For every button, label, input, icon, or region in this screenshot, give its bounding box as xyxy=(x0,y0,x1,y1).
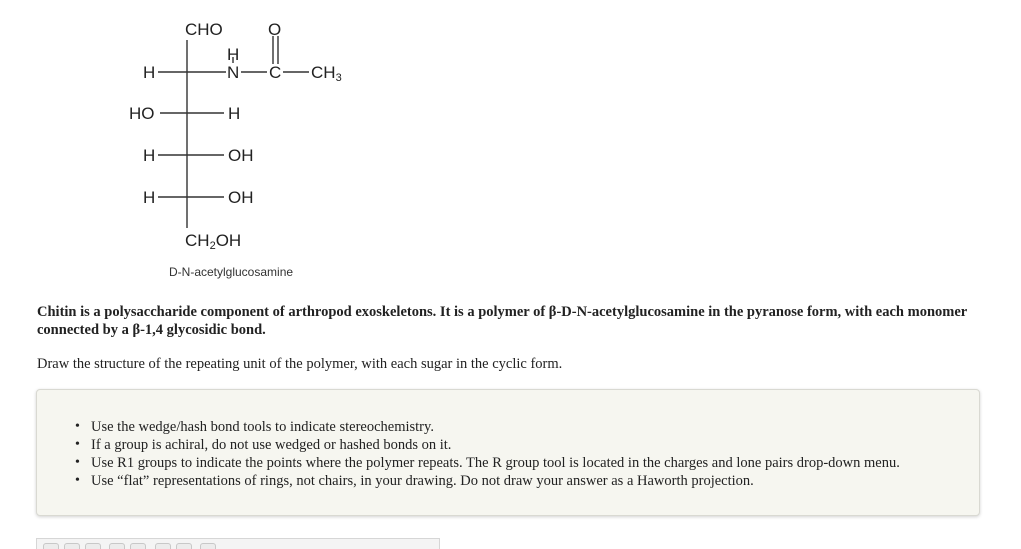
hint-item xyxy=(75,418,975,436)
toolbar-button[interactable] xyxy=(109,543,125,549)
hint-list xyxy=(75,418,975,490)
bullet-icon: • xyxy=(75,419,80,434)
question-statement: Chitin is a polysaccharide component of arthropod exoskeletons. It is a polymer of β-D-N-acetylglucosamine in the pyranose form, with each monomer connected by a β-1,4 glycosidic bond. xyxy=(37,304,967,338)
hint-item xyxy=(75,454,975,472)
c4-left-hydrogen: H xyxy=(143,146,156,165)
bullet-icon: • xyxy=(75,437,80,452)
toolbar-button[interactable] xyxy=(64,543,80,549)
toolbar-button[interactable] xyxy=(85,543,101,549)
hint-item xyxy=(75,436,975,454)
bullet-icon: • xyxy=(75,473,80,488)
toolbar-button[interactable] xyxy=(200,543,216,549)
structure-caption: D-N-acetylglucosamine xyxy=(169,265,294,279)
bottom-group-text: CH xyxy=(185,231,210,250)
hint-text: Use R1 groups to indicate the points where the polymer repeats. The R group tool is located in the charges and lone pairs drop-down menu. xyxy=(91,455,900,471)
hint-box xyxy=(36,389,980,516)
amide-nitrogen: N xyxy=(227,63,240,82)
hint-text: If a group is achiral, do not use wedged or hashed bonds on it. xyxy=(91,437,452,453)
drawing-toolbar xyxy=(36,538,440,549)
hint-text: Use the wedge/hash bond tools to indicate stereochemistry. xyxy=(91,419,434,435)
toolbar-button[interactable] xyxy=(130,543,146,549)
methyl-group xyxy=(311,63,342,84)
carbonyl-oxygen: O xyxy=(268,20,282,39)
methyl-text: CH xyxy=(311,63,336,82)
bullet-icon: • xyxy=(75,455,80,470)
c4-right-hydroxyl: OH xyxy=(228,146,254,165)
c3-right-hydrogen: H xyxy=(228,104,241,123)
top-group: CHO xyxy=(185,20,223,39)
methyl-subscript: 3 xyxy=(335,72,342,84)
hint-text: Use “flat” representations of rings, not chairs, in your drawing. Do not draw your answer as a Haworth projection. xyxy=(91,473,754,489)
hint-item xyxy=(75,472,975,490)
bottom-group-tail: OH xyxy=(215,231,242,250)
c3-left-hydroxyl: HO xyxy=(129,104,155,123)
c5-left-hydrogen: H xyxy=(143,188,156,207)
question-instruction: Draw the structure of the repeating unit of the polymer, with each sugar in the cyclic form. xyxy=(37,356,563,372)
toolbar-button[interactable] xyxy=(155,543,171,549)
carbonyl-carbon: C xyxy=(269,63,282,82)
c5-right-hydroxyl: OH xyxy=(228,188,254,207)
fischer-projection xyxy=(0,0,360,290)
fischer-bonds xyxy=(0,0,360,260)
bottom-group-subscript: 2 xyxy=(209,240,216,252)
c2-left-hydrogen: H xyxy=(143,63,156,82)
bottom-group xyxy=(185,231,242,252)
toolbar-button[interactable] xyxy=(176,543,192,549)
toolbar-button[interactable] xyxy=(43,543,59,549)
amide-hydrogen: H xyxy=(227,45,240,64)
